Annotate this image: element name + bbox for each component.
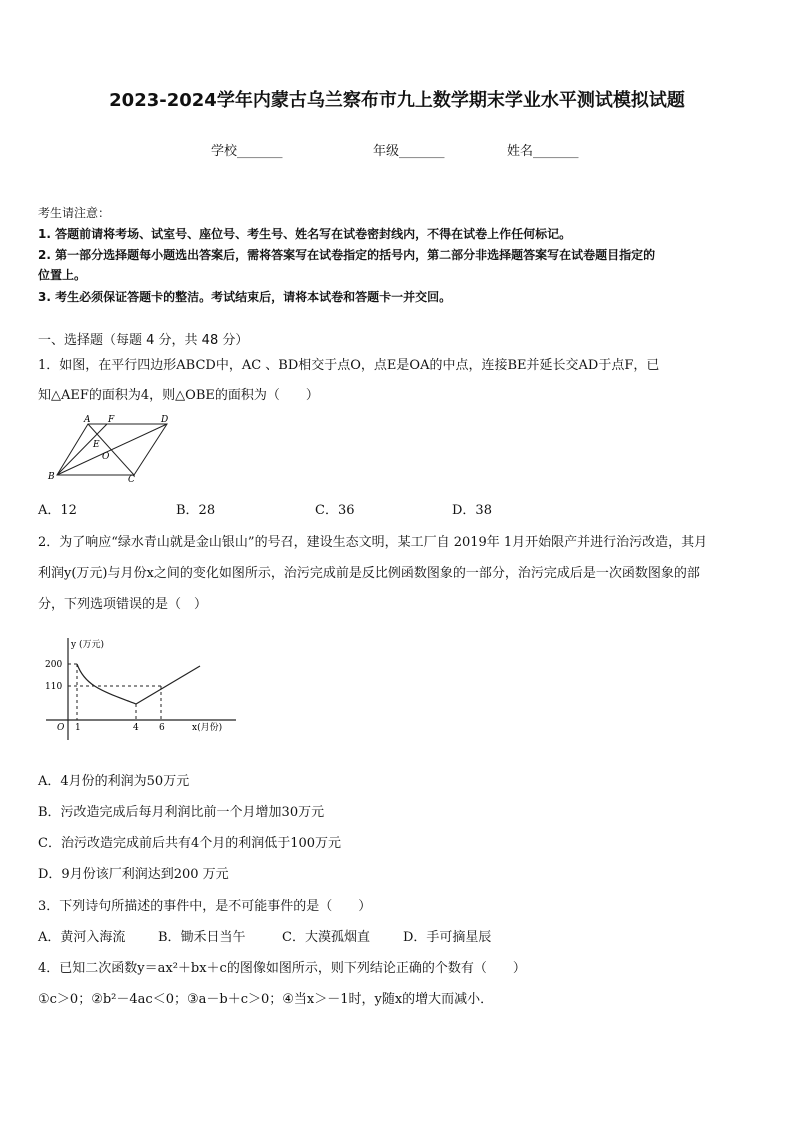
- q2-line3: 分，下列选项错误的是（ ）: [38, 597, 208, 612]
- q2-line1: 2．为了响应“绿水青山就是金山银山”的号召，建设生态文明，某工厂自 2019年 1月开始限产并进行治污改造，其月: [38, 535, 708, 550]
- q1-option-b: B．28: [176, 503, 216, 518]
- q3-option-a: A．黄河入海流: [38, 930, 126, 945]
- q1-line1: 1．如图，在平行四边形ABCD中，AC 、BD相交于点O，点E是OA的中点，连接BE并延长交AD于点F，已: [38, 358, 660, 373]
- label-f: F: [108, 415, 115, 425]
- q3-stem: 3．下列诗句所描述的事件中，是不可能事件的是（ ）: [38, 899, 372, 914]
- x-axis-label: x(月份): [192, 723, 223, 733]
- q1-option-d: D．38: [452, 503, 492, 518]
- label-o: O: [102, 452, 110, 462]
- q2-option-b: B．污改造完成后每月利润比前一个月增加30万元: [38, 805, 325, 820]
- q3-option-c: C．大漠孤烟直: [282, 930, 370, 945]
- q3-option-b: B．锄禾日当午: [158, 930, 246, 945]
- notice-item-1: 1. 答题前请将考场、试室号、座位号、考生号、姓名写在试卷密封线内，不得在试卷上作任何标记。: [38, 227, 572, 241]
- tick-1: 1: [75, 723, 81, 733]
- school-field: 学校_______: [211, 144, 283, 159]
- notice-item-3: 3. 考生必须保证答题卡的整洁。考试结束后，请将本试卷和答题卡一并交回。: [38, 290, 452, 304]
- label-a: A: [84, 415, 91, 425]
- q1-option-c: C．36: [315, 503, 355, 518]
- y-axis-label: y (万元): [71, 640, 104, 650]
- tick-6: 6: [159, 723, 165, 733]
- q2-option-a: A．4月份的利润为50万元: [38, 774, 190, 789]
- label-b: B: [48, 472, 55, 482]
- q4-conditions: ①c＞0；②b²－4ac＜0；③a－b＋c＞0；④当x＞－1时，y随x的增大而减小．: [38, 992, 494, 1007]
- q2-option-c: C．治污改造完成前后共有4个月的利润低于100万元: [38, 836, 342, 851]
- grade-field: 年级_______: [373, 144, 445, 159]
- name-field: 姓名_______: [507, 144, 579, 159]
- tick-4: 4: [133, 723, 139, 733]
- q3-option-d: D．手可摘星辰: [403, 930, 492, 945]
- q1-line2: 知△AEF的面积为4，则△OBE的面积为（ ）: [38, 388, 319, 403]
- profit-graph: [40, 634, 240, 750]
- tick-110: 110: [45, 682, 63, 692]
- parallelogram-figure: [40, 412, 180, 484]
- notice-item-2: 2. 第一部分选择题每小题选出答案后，需将答案写在试卷指定的括号内，第二部分非选择题答案写在试卷题目指定的: [38, 248, 656, 262]
- origin-label: O: [57, 723, 65, 733]
- q4-stem: 4．已知二次函数y＝ax²＋bx＋c的图像如图所示，则下列结论正确的个数有（ ）: [38, 961, 526, 976]
- q1-option-a: A．12: [38, 503, 77, 518]
- label-e: E: [93, 440, 100, 450]
- q2-line2: 利润y(万元)与月份x之间的变化如图所示，治污完成前是反比例函数图象的一部分，治污完成后是一次函数图象的部: [38, 566, 700, 581]
- label-d: D: [161, 415, 169, 425]
- notice-heading: 考生请注意：: [38, 206, 111, 220]
- notice-item-2-cont: 位置上。: [38, 268, 87, 282]
- label-c: C: [128, 475, 135, 484]
- q2-option-d: D．9月份该厂利润达到200 万元: [38, 867, 229, 882]
- tick-200: 200: [45, 660, 63, 670]
- page-title: 2023-2024学年内蒙古乌兰察布市九上数学期末学业水平测试模拟试题: [109, 90, 685, 111]
- section-heading: 一、选择题（每题 4 分，共 48 分）: [38, 333, 249, 348]
